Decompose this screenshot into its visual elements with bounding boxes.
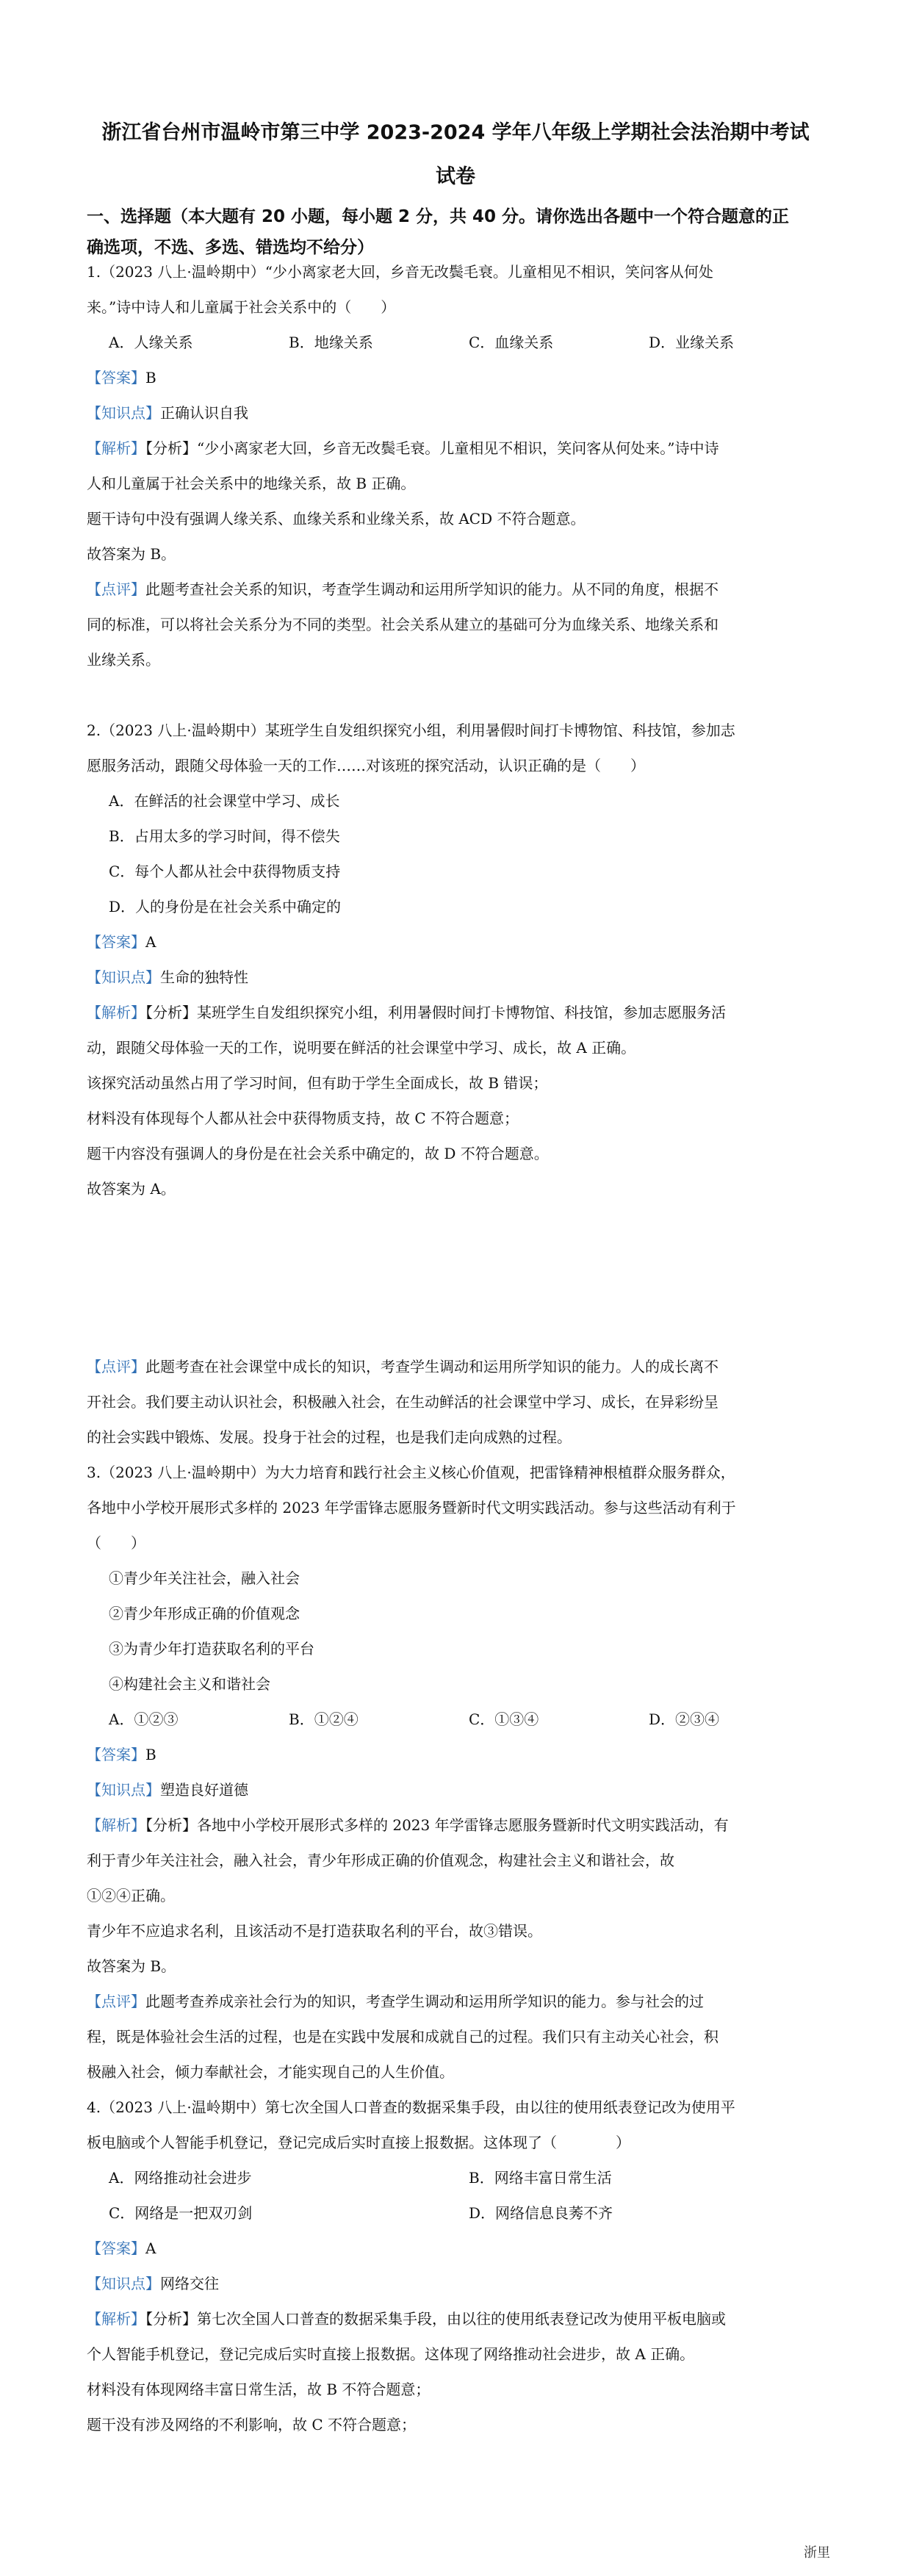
q2-stem: 2.（2023 八上·温岭期中）某班学生自发组织探究小组，利用暑假时间打卡博物馆、科技馆，参加志 [87, 722, 735, 739]
q2-comment-block: 【点评】此题考查在社会课堂中成长的知识，考查学生调动和运用所学知识的能力。人的成长离不 开社会。我们要主动认识社会，积极融入社会，在生动鲜活的社会课堂中学习、成长，在异彩纷呈 的社会实践中锻炼、发展。投身于社会的过程，也是我们走向成熟的过程。 [87, 1349, 829, 1455]
q3-options: A．①②③ B．①②④ C．①③④ D．②③④ [109, 1710, 720, 1728]
q4-options-row2: C．网络是一把双刃剑 D．网络信息良莠不齐 [109, 2204, 613, 2222]
q4-answer: 【答案】A [87, 2239, 156, 2257]
q2-answer: 【答案】A [87, 933, 156, 951]
question-1: 1.（2023 八上·温岭期中）“少小离家老大回，乡音无改鬓毛衰。儿童相见不相识，笑问客从何处 来。”诗中诗人和儿童属于社会关系中的（ ） A．人缘关系 B．地缘关系 C．血缘关系 D．业缘关系 【答案】B 【知识点】正确认识自我 【解析】【分析】“少小离家老大回，乡音无改鬓毛衰。儿童相见不相识，笑问客从何处来。”诗中诗 人和儿童属于社会关系中的地缘关系，故 B 正确。 题干诗句中没有强调人缘关系、血缘关系和业缘关系，故 ACD 不符合题意。 故答案为 B。 【点评】此题考查社会关系的知识，考查学生调动和运用所学知识的能力。从不同的角度，根据不 同的标准，可以将社会关系分为不同的类型。社会关系从建立的基础可分为血缘关系、地缘关系和 业缘关系。 [87, 254, 829, 677]
q1-stem: 1.（2023 八上·温岭期中）“少小离家老大回，乡音无改鬓毛衰。儿童相见不相识，笑问客从何处 [87, 263, 713, 281]
question-4: 4.（2023 八上·温岭期中）第七次全国人口普查的数据采集手段，由以往的使用纸表登记改为使用平 板电脑或个人智能手机登记，登记完成后实时直接上报数据。这体现了（ ） A．网络推动社会进步 B．网络丰富日常生活 C．网络是一把双刃剑 D．网络信息良莠不齐 【答案】A 【知识点】网络交往 【解析】【分析】第七次全国人口普查的数据采集手段，由以往的使用纸表登记改为使用平板电脑或 个人智能手机登记，登记完成后实时直接上报数据。这体现了网络推动社会进步，故 A 正确。 材料没有体现网络丰富日常生活，故 B 不符合题意； 题干没有涉及网络的不利影响，故 C 不符合题意； [87, 2090, 829, 2442]
q1-comment: 【点评】此题考查社会关系的知识，考查学生调动和运用所学知识的能力。从不同的角度，根据不 [87, 580, 719, 598]
question-3: 3.（2023 八上·温岭期中）为大力培育和践行社会主义核心价值观，把雷锋精神根植群众服务群众， 各地中小学校开展形式多样的 2023 年学雷锋志愿服务暨新时代文明实践活动。参与这些活动有利于 （ ） ①青少年关注社会，融入社会 ②青少年形成正确的价值观念 ③为青少年打造获取名利的平台 ④构建社会主义和谐社会 A．①②③ B．①②④ C．①③④ D．②③④ 【答案】B 【知识点】塑造良好道德 【解析】【分析】各地中小学校开展形式多样的 2023 年学雷锋志愿服务暨新时代文明实践活动，有 利于青少年关注社会，融入社会，青少年形成正确的价值观念，构建社会主义和谐社会，故 ①②④正确。 青少年不应追求名利，且该活动不是打造获取名利的平台，故③错误。 故答案为 B。 【点评】此题考查养成亲社会行为的知识，考查学生调动和运用所学知识的能力。参与社会的过 程，既是体验社会生活的过程，也是在实践中发展和成就自己的过程。我们只有主动关心社会，积 极融入社会，倾力奉献社会，才能实现自己的人生价值。 [87, 1455, 829, 2090]
document-title-line2: 试卷 [436, 165, 475, 188]
q3-comment: 【点评】此题考查养成亲社会行为的知识，考查学生调动和运用所学知识的能力。参与社会的过 [87, 1993, 704, 2010]
q3-analysis: 【解析】【分析】各地中小学校开展形式多样的 2023 年学雷锋志愿服务暨新时代文明实践活动，有 [87, 1816, 729, 1834]
q3-stem: 3.（2023 八上·温岭期中）为大力培育和践行社会主义核心价值观，把雷锋精神根植群众服务群众， [87, 1464, 735, 1481]
page-footer: 浙里 [804, 2545, 830, 2561]
q4-knowledge: 【知识点】网络交往 [87, 2275, 219, 2292]
q1-knowledge: 【知识点】正确认识自我 [87, 404, 248, 422]
q2-knowledge: 【知识点】生命的独特性 [87, 968, 248, 986]
section-heading: 一、选择题（本大题有 20 小题，每小题 2 分，共 40 分。请你选出各题中一个符合题意的正 确选项，不选、多选、错选均不给分） [87, 207, 790, 257]
q1-analysis: 【解析】【分析】“少小离家老大回，乡音无改鬓毛衰。儿童相见不相识，笑问客从何处来。”诗中诗 [87, 439, 719, 457]
q1-options: A．人缘关系 B．地缘关系 C．血缘关系 D．业缘关系 [109, 334, 735, 351]
q2-comment: 【点评】此题考查在社会课堂中成长的知识，考查学生调动和运用所学知识的能力。人的成长离不 [87, 1358, 719, 1375]
q1-answer: 【答案】B [87, 369, 156, 386]
q3-knowledge: 【知识点】塑造良好道德 [87, 1781, 248, 1799]
q2-analysis: 【解析】【分析】某班学生自发组织探究小组，利用暑假时间打卡博物馆、科技馆，参加志愿服务活 [87, 1004, 726, 1021]
question-2: 2.（2023 八上·温岭期中）某班学生自发组织探究小组，利用暑假时间打卡博物馆、科技馆，参加志 愿服务活动，跟随父母体验一天的工作……对该班的探究活动，认识正确的是（ ） A．在鲜活的社会课堂中学习、成长 B．占用太多的学习时间，得不偿失 C．每个人都从社会中获得物质支持 D．人的身份是在社会关系中确定的 【答案】A 【知识点】生命的独特性 【解析】【分析】某班学生自发组织探究小组，利用暑假时间打卡博物馆、科技馆，参加志愿服务活 动，跟随父母体验一天的工作，说明要在鲜活的社会课堂中学习、成长，故 A 正确。 该探究活动虽然占用了学习时间，但有助于学生全面成长，故 B 错误； 材料没有体现每个人都从社会中获得物质支持，故 C 不符合题意； 题干内容没有强调人的身份是在社会关系中确定的，故 D 不符合题意。 故答案为 A。 [87, 713, 829, 1206]
document-title-line1: 浙江省台州市温岭市第三中学 2023-2024 学年八年级上学期社会法治期中考试 [101, 121, 810, 144]
q4-options-row1: A．网络推动社会进步 B．网络丰富日常生活 [109, 2169, 612, 2187]
q4-stem: 4.（2023 八上·温岭期中）第七次全国人口普查的数据采集手段，由以往的使用纸表登记改为使用平 [87, 2098, 735, 2116]
q4-analysis: 【解析】【分析】第七次全国人口普查的数据采集手段，由以往的使用纸表登记改为使用平板电脑或 [87, 2310, 726, 2328]
q3-answer: 【答案】B [87, 1746, 156, 1763]
